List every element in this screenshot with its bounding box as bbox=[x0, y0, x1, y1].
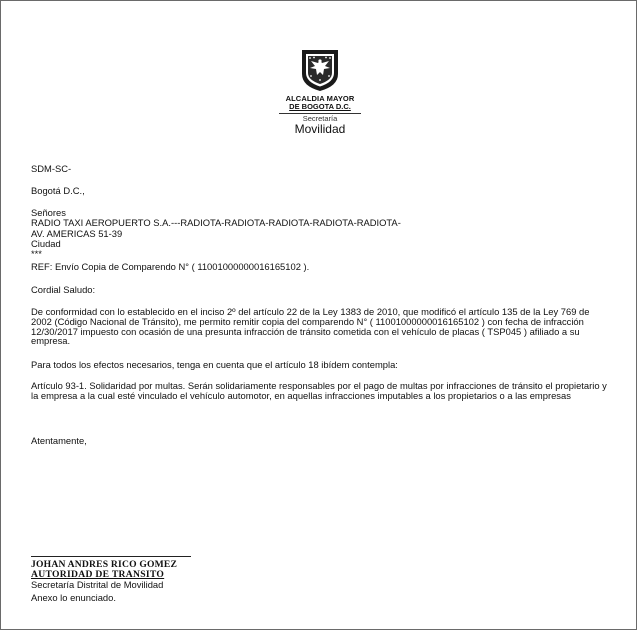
reference-code: SDM-SC- bbox=[31, 163, 72, 174]
subject-line: REF: Envío Copia de Comparendo N° ( 11001000000016165102 ). bbox=[31, 261, 310, 272]
bogota-coat-of-arms-icon bbox=[299, 48, 341, 92]
signer-title: AUTORIDAD DE TRANSITO bbox=[31, 569, 165, 580]
greeting: Cordial Saludo: bbox=[31, 284, 96, 295]
separator-stars: *** bbox=[31, 248, 42, 259]
city-date: Bogotá D.C., bbox=[31, 185, 85, 196]
logo-line-movilidad: Movilidad bbox=[294, 122, 346, 136]
logo-line-secretaria: Secretaría bbox=[302, 114, 338, 123]
signer-office: Secretaría Distrital de Movilidad bbox=[31, 579, 164, 590]
signature-line bbox=[31, 556, 191, 557]
signer-name: JOHAN ANDRES RICO GOMEZ bbox=[31, 559, 178, 570]
paragraph-article-93: Artículo 93-1. Solidaridad por multas. Serán solidariamente responsables por el pago de multas por infracciones de tránsito el propietario y la empresa a la cual esté vinculado el vehículo automotor, en aquellas infracciones imputables a los propietarios o a las empresas bbox=[31, 380, 607, 401]
salutation-senores: Señores bbox=[31, 207, 66, 218]
logo-line-bogota: DE BOGOTA D.C. bbox=[289, 102, 351, 111]
paragraph-legal-basis: De conformidad con lo establecido en el inciso 2º del artículo 22 de la Ley 1383 de 2010, que modificó el artículo 135 de la Ley 769 de 2002 (Código Nacional de Tránsito), me permito remitir copia del comparendo N° ( 11001000000016165102 ) con fecha de infracción 12/30/2017 impuesto con ocasión de una presunta infracción de tránsito cometida con el vehículo de placas ( TSP045 ) afiliado a su empresa. bbox=[31, 306, 590, 347]
closing: Atentamente, bbox=[31, 435, 87, 446]
enclosure-note: Anexo lo enunciado. bbox=[31, 592, 116, 603]
recipient-address: AV. AMERICAS 51-39 bbox=[31, 228, 123, 239]
recipient-name: RADIO TAXI AEROPUERTO S.A.---RADIOTA-RADIOTA-RADIOTA-RADIOTA-RADIOTA- bbox=[31, 217, 401, 228]
recipient-city: Ciudad bbox=[31, 238, 61, 249]
paragraph-effects: Para todos los efectos necesarios, tenga en cuenta que el artículo 18 ibídem contempla: bbox=[31, 359, 398, 370]
alcaldia-logo bbox=[270, 48, 370, 136]
logo-line-alcaldia: ALCALDIA MAYOR bbox=[285, 94, 355, 103]
